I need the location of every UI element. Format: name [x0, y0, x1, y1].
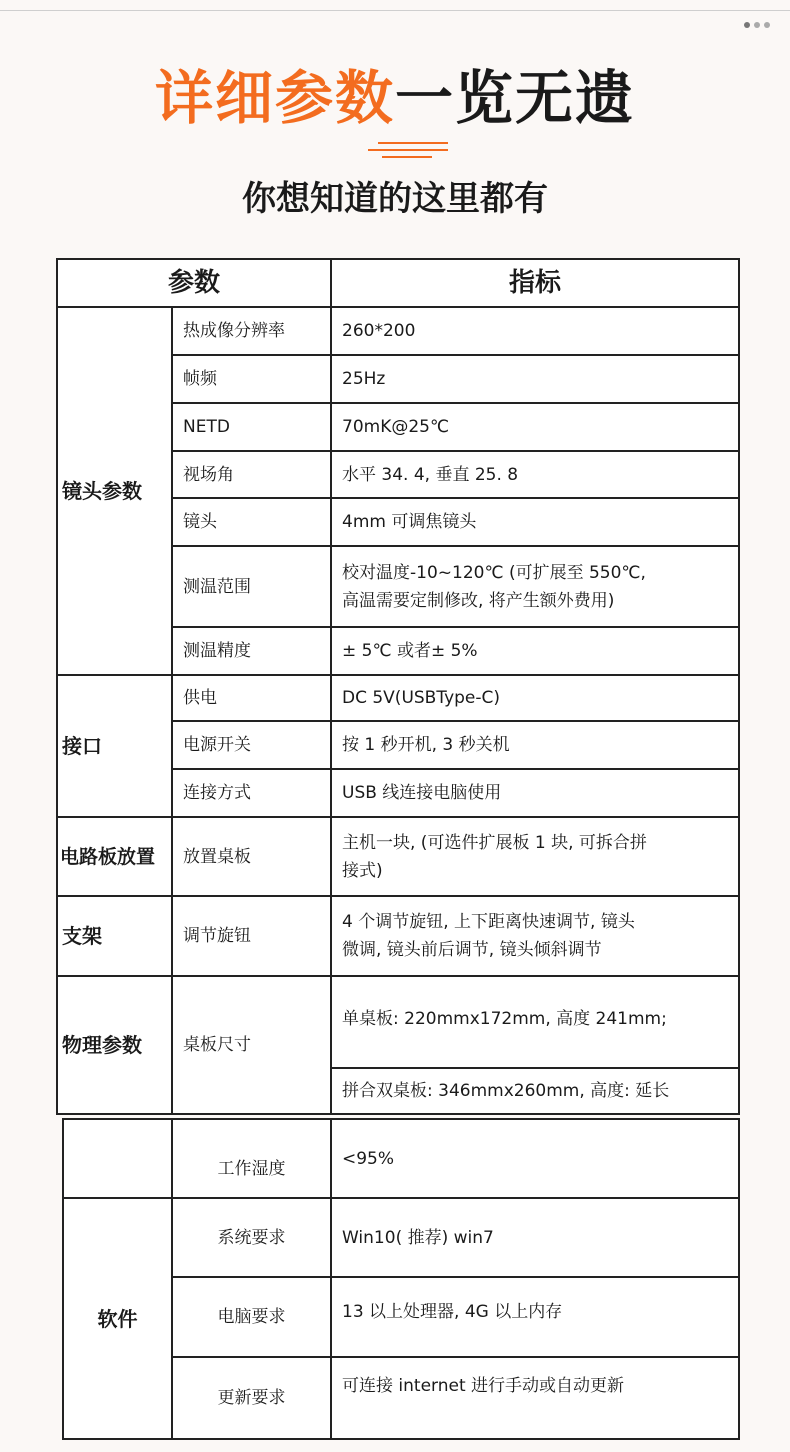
dot-icon	[744, 22, 750, 28]
header-param: 参数	[167, 268, 220, 298]
dot-icon	[764, 22, 770, 28]
row-label: 供电	[183, 688, 217, 708]
title-decoration	[368, 142, 448, 160]
dot-icon	[754, 22, 760, 28]
row-label: 帧频	[183, 369, 217, 389]
row-label: 桌板尺寸	[183, 1035, 251, 1055]
row-label: 连接方式	[183, 783, 251, 803]
title-highlight: 详细参数	[154, 64, 395, 132]
row-value: Win10( 推荐) win7	[342, 1227, 494, 1248]
row-value: 按 1 秒开机, 3 秒关机	[342, 735, 510, 755]
row-value: 拼合双桌板: 346mmx260mm, 高度: 延长	[342, 1081, 670, 1101]
category-interface: 接口	[62, 734, 102, 758]
page-title	[0, 62, 790, 134]
row-label: 视场角	[183, 464, 234, 485]
row-value	[332, 547, 738, 626]
title-rest: 一览无遗	[395, 64, 636, 132]
row-label: 镜头	[183, 512, 217, 532]
row-value: 260*200	[342, 321, 416, 341]
row-label: 热成像分辨率	[183, 321, 285, 341]
row-value: 25Hz	[342, 369, 386, 389]
row-value-line: 校对温度-10~120℃ (可扩展至 550℃,	[342, 562, 646, 583]
row-value: 13 以上处理器, 4G 以上内存	[342, 1302, 563, 1322]
top-divider	[0, 10, 790, 11]
row-value-line: 4 个调节旋钮, 上下距离快速调节, 镜头	[342, 912, 635, 932]
row-label: NETD	[183, 417, 230, 437]
row-label: 电脑要求	[217, 1307, 286, 1327]
category-bracket: 支架	[62, 924, 102, 948]
row-value-line: 高温需要定制修改, 将产生额外费用)	[342, 590, 615, 611]
category-software: 软件	[97, 1306, 138, 1331]
header-spec: 指标	[508, 268, 561, 298]
row-value-line: 微调, 镜头前后调节, 镜头倾斜调节	[342, 940, 602, 960]
row-label: 调节旋钮	[183, 926, 251, 946]
row-value: USB 线连接电脑使用	[342, 783, 502, 803]
row-label: 工作湿度	[217, 1158, 286, 1179]
row-label: 系统要求	[217, 1227, 286, 1248]
row-value-line: 主机一块, (可选件扩展板 1 块, 可拆合拼	[342, 832, 647, 853]
category-board: 电路板放置	[60, 845, 156, 868]
category-physical: 物理参数	[62, 1033, 142, 1057]
category-lens: 镜头参数	[62, 479, 142, 503]
row-value: DC 5V(USBType-C)	[342, 688, 501, 708]
row-value: 70mK@25℃	[342, 417, 450, 437]
row-value: <95%	[342, 1148, 395, 1169]
row-value: 水平 34. 4, 垂直 25. 8	[342, 464, 519, 485]
row-value	[332, 897, 738, 975]
row-value: 4mm 可调焦镜头	[342, 512, 477, 532]
row-value: 可连接 internet 进行手动或自动更新	[342, 1376, 625, 1396]
row-value: ± 5℃ 或者± 5%	[342, 641, 478, 661]
row-label: 更新要求	[217, 1388, 286, 1408]
row-label: 测温精度	[183, 641, 251, 661]
row-value-line: 接式)	[342, 860, 383, 881]
more-dots-icon[interactable]	[744, 22, 770, 28]
row-label: 测温范围	[183, 576, 251, 597]
page-subtitle: 你想知道的这里都有	[242, 179, 548, 219]
row-label: 电源开关	[183, 735, 251, 755]
row-value: 单桌板: 220mmx172mm, 高度 241mm;	[342, 1009, 667, 1029]
row-value	[332, 818, 738, 895]
row-label: 放置桌板	[183, 846, 251, 867]
